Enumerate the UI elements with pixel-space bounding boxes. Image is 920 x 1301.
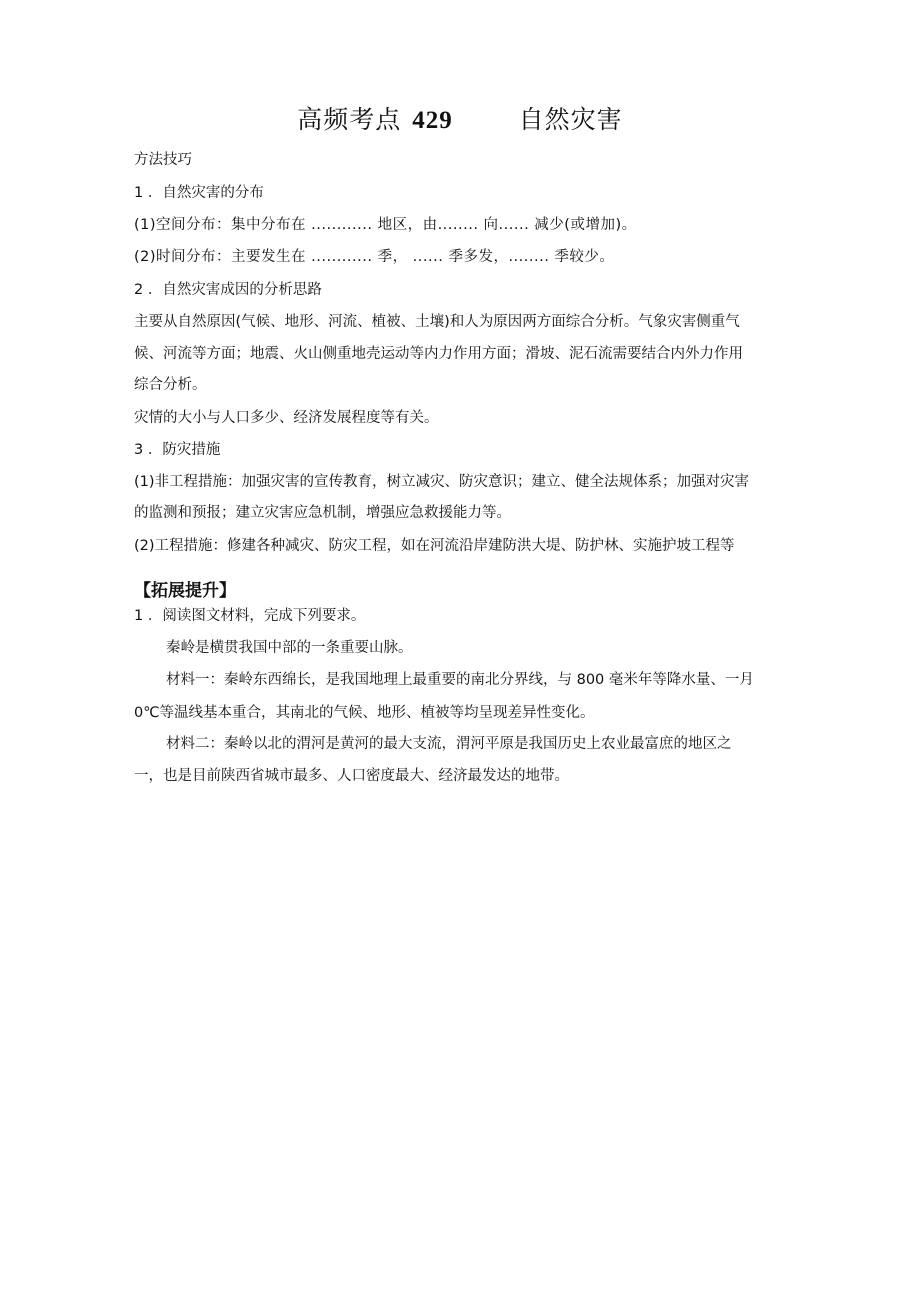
section-label-methods: 方法技巧 [134,152,192,168]
question-instruction: 1 ．阅读图文材料，完成下列要求。 [134,608,366,624]
title-number: 429 [412,107,453,134]
non-engineering-line-1: (1)非工程措施：加强灾害的宣传教育，树立减灾、防灾意识；建立、健全法规体系；加强对灾害 [134,474,750,490]
heading-distribution: 1 ．自然灾害的分布 [134,185,264,201]
material-one-line-2: 0℃等温线基本重合，其南北的气候、地形、植被等均呈现差异性变化。 [134,705,595,721]
temporal-distribution-line: (2)时间分布：主要发生在 ............ 季， ...... 季多发，........ 季较少。 [134,249,615,265]
page-title [0,100,920,136]
causes-paragraph-line-3: 综合分析。 [134,377,207,393]
engineering-measures-line: (2)工程措施：修建各种减灾、防灾工程，如在河流沿岸建防洪大堤、防护林、实施护坡工程等 [134,538,735,554]
heading-prevention: 3 ．防灾措施 [134,442,221,458]
material-two-line-2: 一，也是目前陕西省城市最多、人口密度最大、经济最发达的地带。 [134,768,569,784]
material-two-line-1: 材料二：秦岭以北的渭河是黄河的最大支流，渭河平原是我国历史上农业最富庶的地区之 [166,736,732,752]
extension-heading: 【拓展提升】 [134,581,236,601]
causes-paragraph-line-2: 候、河流等方面；地震、火山侧重地壳运动等内力作用方面；滑坡、泥石流需要结合内外力作用 [134,346,743,362]
qinling-intro: 秦岭是横贯我国中部的一条重要山脉。 [166,640,413,656]
material-one-line-1: 材料一：秦岭东西绵长，是我国地理上最重要的南北分界线，与 800 毫米年等降水量、一月 [166,672,754,688]
disaster-severity-line: 灾情的大小与人口多少、经济发展程度等有关。 [134,410,439,426]
heading-causes: 2 ．自然灾害成因的分析思路 [134,282,322,298]
spatial-distribution-line: (1)空间分布：集中分布在 ............ 地区，由........ 向...... 减少(或增加)。 [134,217,637,233]
non-engineering-line-2: 的监测和预报；建立灾害应急机制，增强应急救援能力等。 [134,505,511,521]
causes-paragraph-line-1: 主要从自然原因(气候、地形、河流、植被、土壤)和人为原因两方面综合分析。气象灾害侧重气 [134,314,740,330]
title-topic: 自然灾害 [518,105,623,134]
title-prefix: 高频考点 [297,105,402,134]
